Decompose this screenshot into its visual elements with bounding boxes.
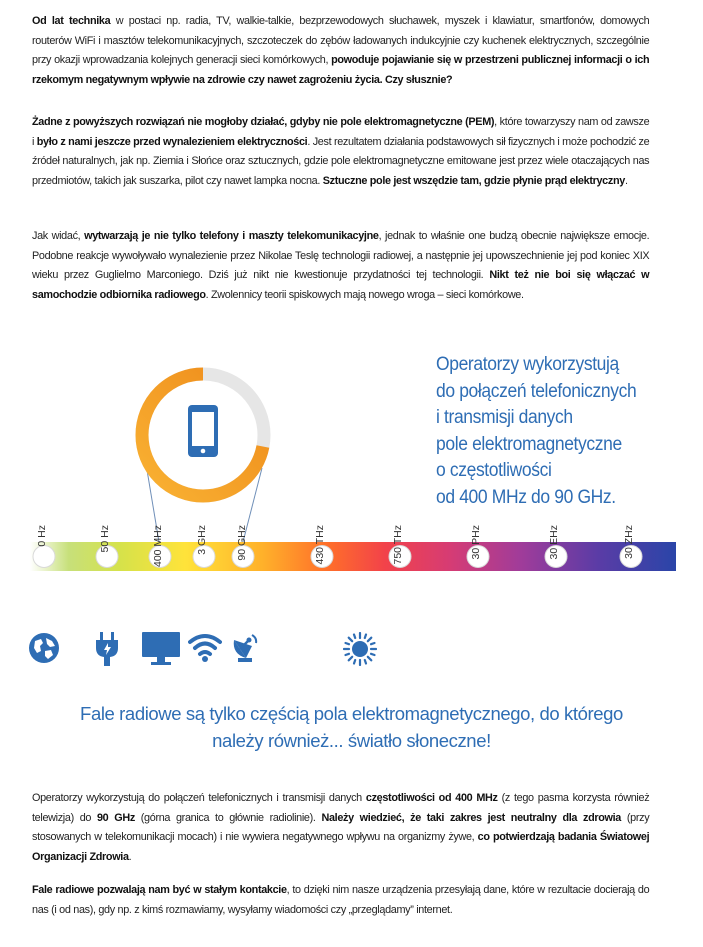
bold-text-run: częstotliwości od 400 MHz: [365, 792, 498, 804]
sun-icon: [343, 632, 377, 666]
text-run: .: [624, 174, 628, 187]
callout-line: do połączeń telefonicznych: [436, 380, 637, 402]
text-run: , jednak to właśnie one budzą obecnie największe emocje. Podobne reakcje wywoływało wynalezienie przez Nikolae Teslę technologii radiowej, a następnie jej upowszechnienie jej pod koniec XIX wieku przez Guglielmo Marconiego. Dziś już nikt nie kwestionuje przydatności tej technologii.: [32, 230, 650, 281]
text-run: (przy stosowanych w telekomunikacji mocach) i nie wywiera negatywnego wpływu na organizmy żywe,: [32, 811, 650, 843]
tick-label-30ehz: 30 EHz: [548, 525, 560, 560]
bold-text-run: Należy wiedzieć, że taki zakres jest neutralny dla zdrowia: [321, 811, 622, 824]
tick-label-30zhz: 30 ZHz: [623, 525, 635, 559]
tick-label-430thz: 430 THz: [314, 525, 326, 565]
operators-callout: [436, 352, 675, 511]
callout-line: o częstotliwości: [436, 460, 552, 481]
text-run: Operatorzy wykorzystują do połączeń telefonicznych i transmisji danych: [32, 792, 366, 804]
bold-text-run: było z nami jeszcze przed wynalezieniem elektryczności: [36, 135, 308, 148]
text-run: , które towarzyszy nam od zawsze i: [32, 116, 650, 148]
spectrum-infographic: [0, 340, 703, 770]
callout-line: od 400 MHz do 90 GHz.: [436, 486, 616, 508]
history-paragraph: [32, 227, 649, 305]
text-run: w postaci np. radia, TV, walkie-talkie, bezprzewodowych słuchawek, myszek i klawiatur, smartfonów, domowych routerów WiFi i masztów telekomunikacyjnych, szczoteczek do zębów ładowanych indukcyjnie czy kuchenek elektrycznych, szczególnie przy okazji wprowadzania kolejnych generacji sieci komórkowych,: [32, 15, 650, 66]
bold-text-run: Sztuczne pole jest wszędzie tam, gdzie płynie prąd elektryczny: [322, 174, 625, 187]
headline-line: Fale radiowe są tylko częścią pola elektromagnetycznego, do którego: [80, 703, 623, 724]
bold-text-run: Od lat technika: [32, 15, 111, 27]
tick-label-30phz: 30 PHz: [470, 525, 482, 560]
spectrum-bar: [30, 542, 676, 571]
satellite-dish-icon: [230, 632, 260, 664]
bold-text-run: co potwierdzają badania Światowej Organizacji Zdrowia: [32, 831, 650, 863]
callout-line: i transmisji danych: [436, 407, 573, 428]
headline-line: należy również... światło słoneczne!: [212, 730, 491, 751]
bold-text-run: Nikt też nie boi się włączać w samochodzie odbiornika radiowego: [32, 269, 650, 301]
text-run: . Zwolennicy teorii spiskowych mają nowego wroga – sieci komórkowe.: [205, 288, 524, 301]
wifi-icon: [188, 632, 222, 662]
callout-line: Operatorzy wykorzystują: [436, 354, 619, 375]
text-run: , to dzięki nim nasze urządzenia przesyłają dane, które w rezultacie docierają do nas (i od nas), gdy np. z kimś rozmawiamy, wysyłamy wiadomości czy „przeglądamy” internet.: [32, 884, 650, 916]
intro-paragraph: [32, 12, 649, 90]
bold-text-run: Żadne z powyższych rozwiązań nie mogłoby działać, gdyby nie pole elektromagnetyczne (PEM): [32, 116, 495, 128]
tick-label-50hz: 50 Hz: [99, 525, 111, 553]
bold-text-run: wytwarzają je nie tylko telefony i maszty telekomunikacyjne: [84, 230, 379, 242]
smartphone-icon: [188, 405, 218, 457]
contact-paragraph: [32, 881, 649, 920]
radio-waves-headline: [0, 700, 703, 754]
tick-label-0hz: 0 Hz: [36, 525, 48, 547]
tick-label-90ghz: 90 GHz: [236, 525, 248, 561]
tick-label-3ghz: 3 GHz: [196, 525, 208, 555]
text-run: . Jest rezultatem działania podstawowych sił fizycznych i może pochodzić ze źródeł naturalnych, jak np. Ziemia i Słońce oraz sztucznych, gdzie pole elektromagnetyczne emitowane jest przez wiele otaczających nas przedmiotów, takich jak suszarka, pilot czy nawet lampka nocna.: [32, 135, 650, 187]
globe-icon: [28, 632, 60, 664]
bold-text-run: powoduje pojawianie się w przestrzeni publicznej informacji o ich rzekomym negatywnym wpływie na zdrowie czy nawet zagrożeniu życia. Czy słusznie?: [32, 54, 650, 86]
text-run: (górna granica to głównie radiolinie).: [134, 811, 322, 824]
monitor-icon: [142, 632, 180, 666]
tick-label-750thz: 750 THz: [392, 525, 404, 565]
text-run: .: [128, 850, 132, 863]
callout-line: pole elektromagnetyczne: [436, 433, 622, 455]
pem-paragraph: [32, 113, 649, 191]
text-run: (z tego pasma korzysta również telewizja) do: [32, 792, 650, 824]
tick-label-400mhz: 400 MHz: [152, 525, 164, 568]
bold-text-run: Fale radiowe pozwalają nam być w stałym kontakcie: [32, 884, 287, 896]
bold-text-run: 90 GHz: [96, 811, 135, 824]
plug-icon: [94, 632, 120, 666]
text-run: Jak widać,: [32, 230, 85, 242]
frequency-paragraph: [32, 789, 649, 867]
